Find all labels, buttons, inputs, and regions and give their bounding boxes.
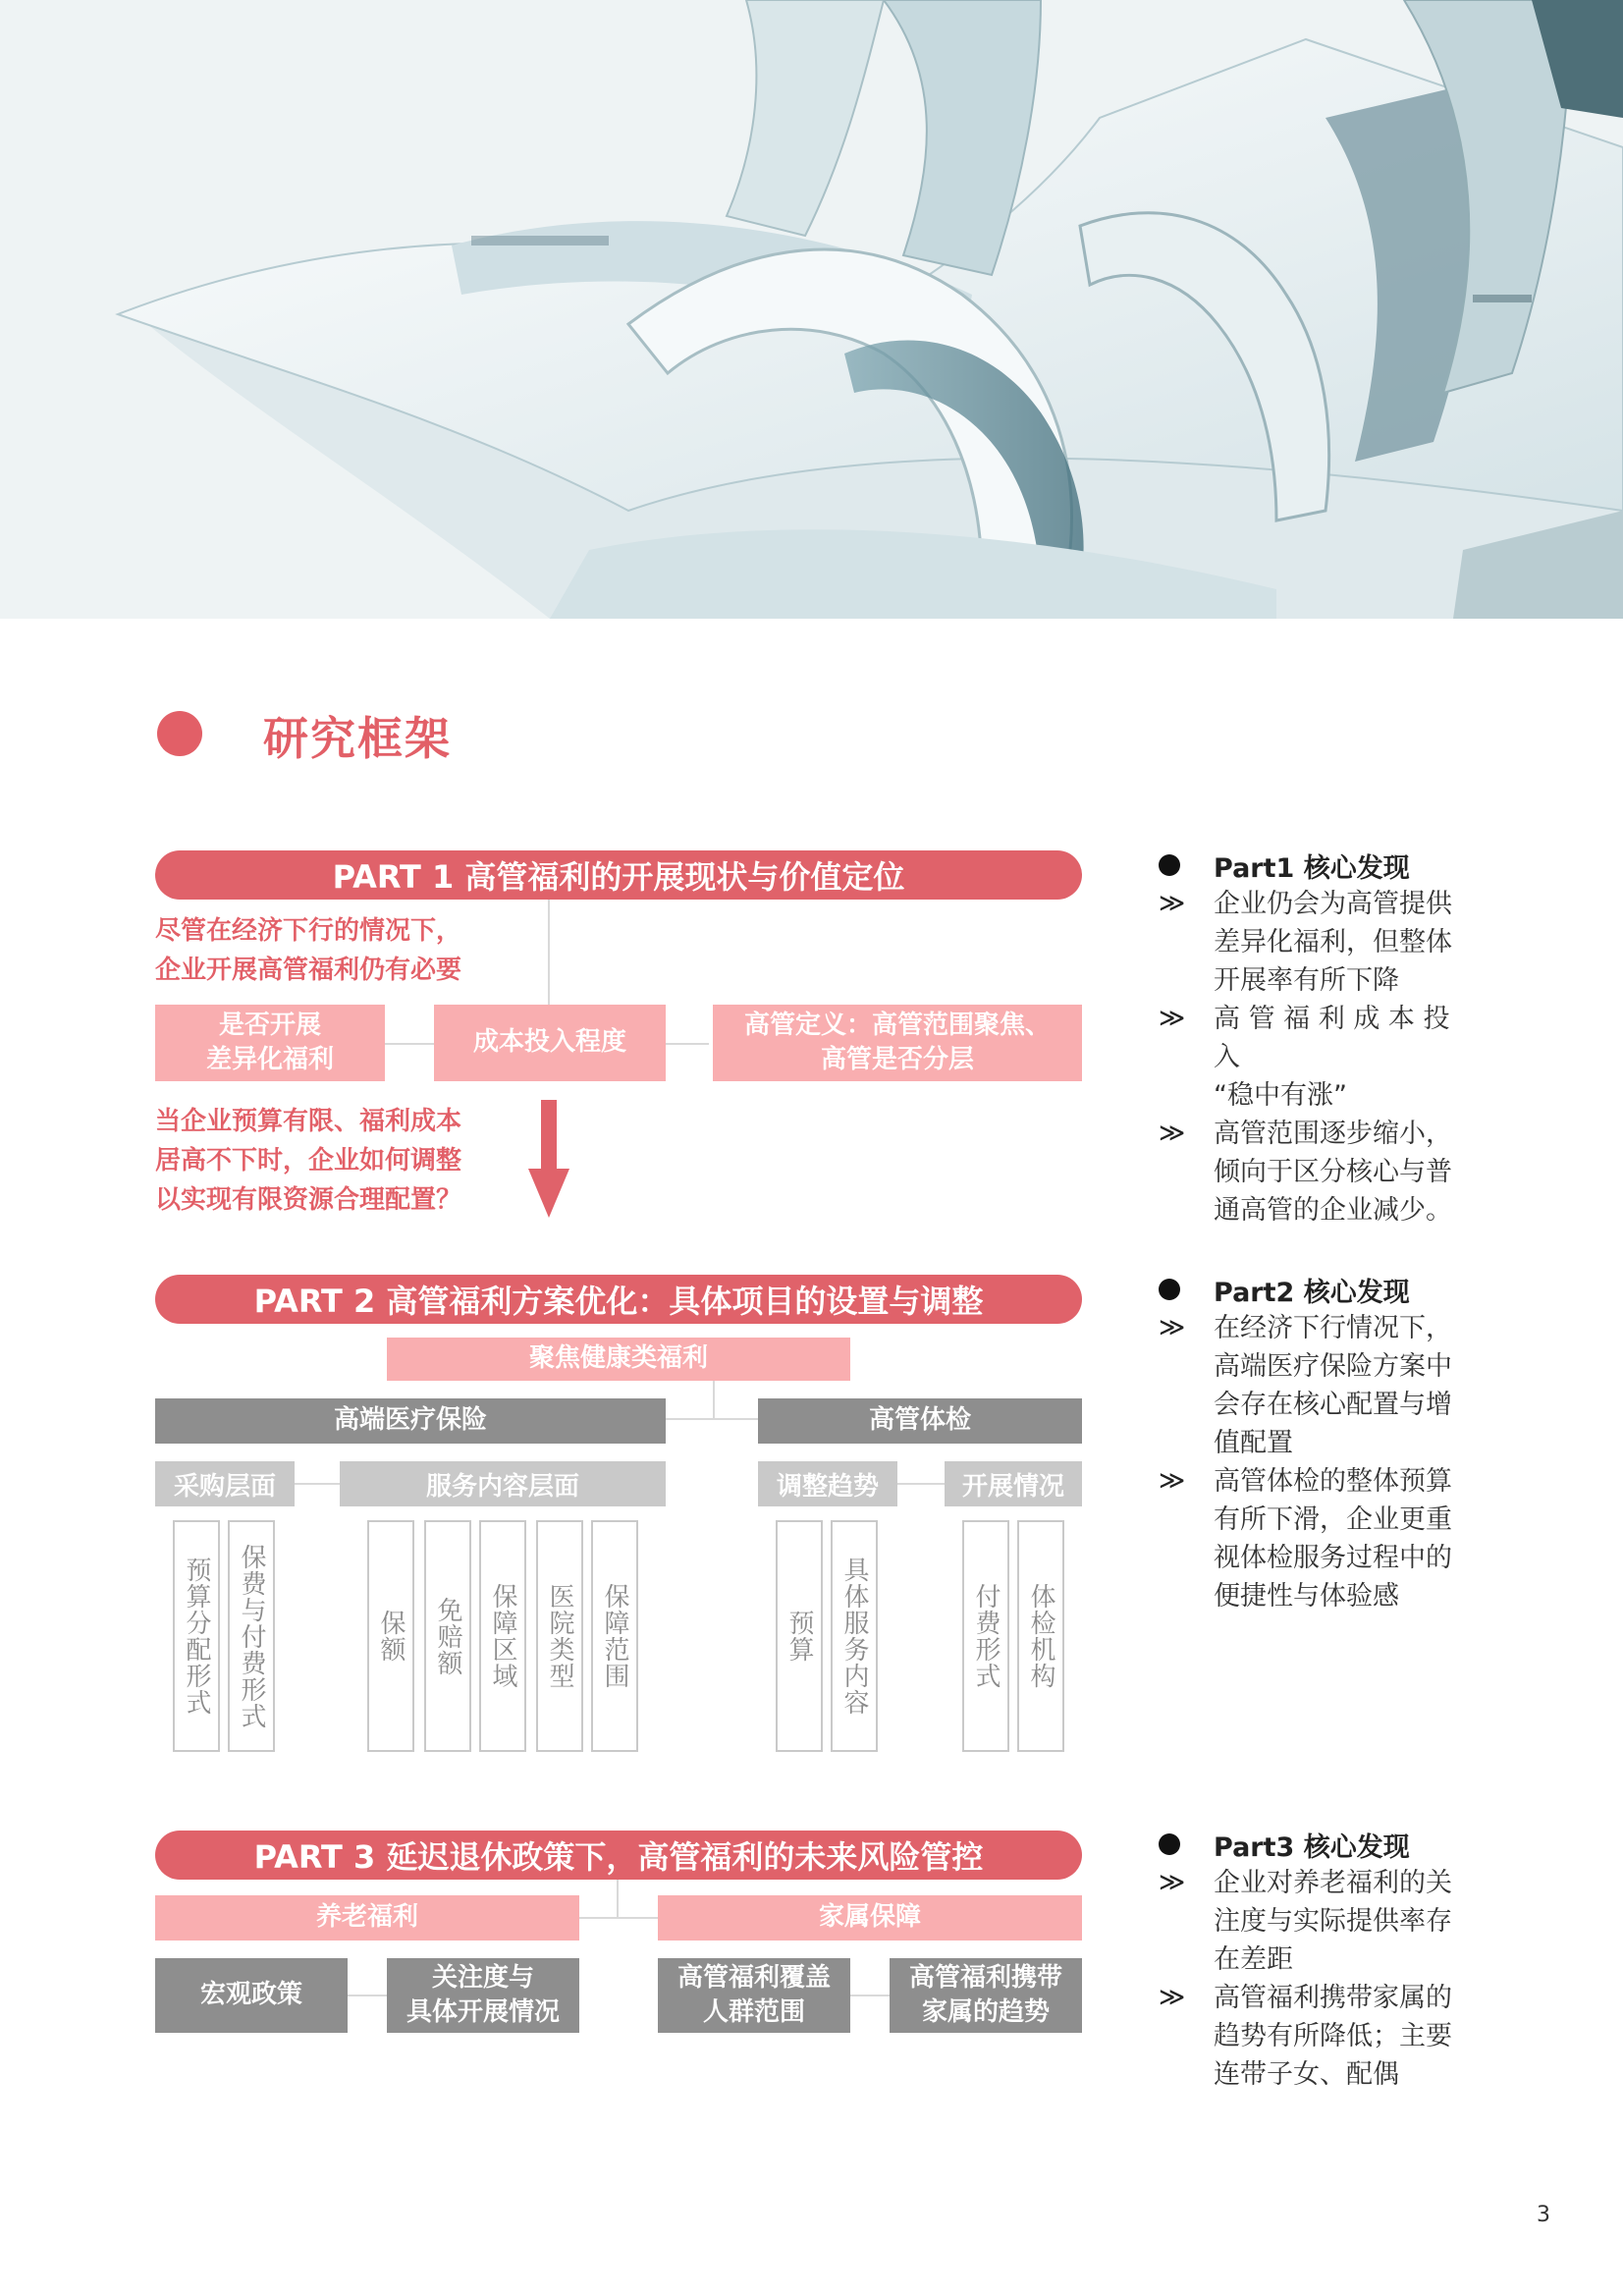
part2-connector-b bbox=[897, 1483, 945, 1485]
chevron-icon: ≫ bbox=[1159, 889, 1186, 918]
part1-box-definition: 高管定义：高管范围聚焦、 高管是否分层 bbox=[713, 1005, 1082, 1081]
chevron-icon: ≫ bbox=[1159, 1313, 1186, 1342]
sidebar-heading: Part3 核心发现 bbox=[1214, 1831, 1410, 1863]
sidebar-heading: Part2 核心发现 bbox=[1214, 1277, 1410, 1308]
part1-connector bbox=[548, 900, 550, 1006]
part2-leaf: 医院类型 bbox=[536, 1520, 583, 1752]
part1-bar: PART 1 高管福利的开展现状与价值定位 bbox=[155, 850, 1082, 900]
sidebar-heading: Part1 核心发现 bbox=[1214, 852, 1410, 884]
chevron-icon: ≫ bbox=[1159, 1119, 1186, 1148]
part2-medical-insurance: 高端医疗保险 bbox=[155, 1398, 666, 1444]
part3-connector-a bbox=[348, 1995, 387, 1996]
part2-leaf: 免赔额 bbox=[424, 1520, 471, 1752]
page-number: 3 bbox=[1537, 2203, 1550, 2227]
part2-leaf: 保障范围 bbox=[591, 1520, 638, 1752]
part3-family-trend: 高管福利携带 家属的趋势 bbox=[890, 1958, 1082, 2033]
chevron-icon: ≫ bbox=[1159, 1466, 1186, 1496]
part3-coverage: 高管福利覆盖 人群范围 bbox=[658, 1958, 850, 2033]
chevron-icon: ≫ bbox=[1159, 1868, 1186, 1897]
part3-macro-policy: 宏观政策 bbox=[155, 1958, 348, 2033]
part2-leaf: 体检机构 bbox=[1017, 1520, 1064, 1752]
chevron-icon: ≫ bbox=[1159, 1004, 1186, 1033]
sidebar-part1: Part1 核心发现 ≫ 企业仍会为高管提供 差异化福利，但整体 开展率有所下降 ≫ 高 管 福 利 成 本 投 入 “稳中有涨” ≫ 高管范围逐步缩小， 倾向于区分核心与普 通高管的企业减少。 bbox=[1159, 846, 1483, 1230]
chevron-icon: ≫ bbox=[1159, 1983, 1186, 2012]
part2-leaf: 保额 bbox=[367, 1520, 414, 1752]
part2-leaf: 具体服务内容 bbox=[831, 1520, 878, 1752]
part1-box-differentiated: 是否开展 差异化福利 bbox=[155, 1005, 385, 1081]
part2-bar: PART 2 高管福利方案优化：具体项目的设置与调整 bbox=[155, 1275, 1082, 1324]
bullet-icon bbox=[1159, 1279, 1180, 1300]
hero-magazines-image bbox=[0, 0, 1623, 619]
part2-adjust-trend: 调整趋势 bbox=[758, 1461, 897, 1506]
part2-leaf: 预算分配形式 bbox=[173, 1520, 220, 1752]
part2-leaf: 保障区域 bbox=[479, 1520, 526, 1752]
bullet-icon bbox=[1159, 1833, 1180, 1855]
part3-connector-h bbox=[579, 1917, 658, 1919]
part2-executive-checkup: 高管体检 bbox=[758, 1398, 1082, 1444]
part2-leaf: 保费与付费形式 bbox=[228, 1520, 275, 1752]
part1-question: 当企业预算有限、福利成本 居高不下时，企业如何调整 以实现有限资源合理配置？ bbox=[155, 1107, 462, 1215]
part1-box-cost: 成本投入程度 bbox=[434, 1005, 666, 1081]
part3-family: 家属保障 bbox=[658, 1895, 1082, 1941]
part2-connector-h bbox=[666, 1418, 758, 1420]
part2-status: 开展情况 bbox=[945, 1461, 1082, 1506]
section-title-dot bbox=[157, 711, 202, 756]
sidebar-part2: Part2 核心发现 ≫ 在经济下行情况下， 高端医疗保险方案中 会存在核心配置与增 值配置 ≫ 高管体检的整体预算 有所下滑，企业更重 视体检服务过程中的 便捷性与体验感 bbox=[1159, 1270, 1483, 1615]
part3-bar: PART 3 延迟退休政策下，高管福利的未来风险管控 bbox=[155, 1831, 1082, 1880]
part1-intro: 尽管在经济下行的情况下， 企业开展高管福利仍有必要 bbox=[155, 916, 462, 985]
part3-connector-b bbox=[850, 1995, 890, 1996]
part2-connector bbox=[713, 1381, 715, 1420]
part2-leaf: 预算 bbox=[776, 1520, 823, 1752]
part2-focus-health: 聚焦健康类福利 bbox=[387, 1338, 850, 1381]
part3-pension: 养老福利 bbox=[155, 1895, 579, 1941]
sidebar-part3: Part3 核心发现 ≫ 企业对养老福利的关 注度与实际提供率存 在差距 ≫ 高管福利携带家属的 趋势有所降低；主要 连带子女、配偶 bbox=[1159, 1825, 1483, 2094]
part3-connector bbox=[617, 1880, 619, 1919]
part2-service-level: 服务内容层面 bbox=[340, 1461, 666, 1506]
part2-purchase-level: 采购层面 bbox=[155, 1461, 295, 1506]
down-arrow-icon bbox=[528, 1100, 569, 1218]
section-title: 研究框架 bbox=[263, 712, 452, 765]
bullet-icon bbox=[1159, 854, 1180, 876]
part2-leaf: 付费形式 bbox=[962, 1520, 1009, 1752]
part2-connector-a bbox=[295, 1483, 340, 1485]
part3-attention: 关注度与 具体开展情况 bbox=[387, 1958, 579, 2033]
